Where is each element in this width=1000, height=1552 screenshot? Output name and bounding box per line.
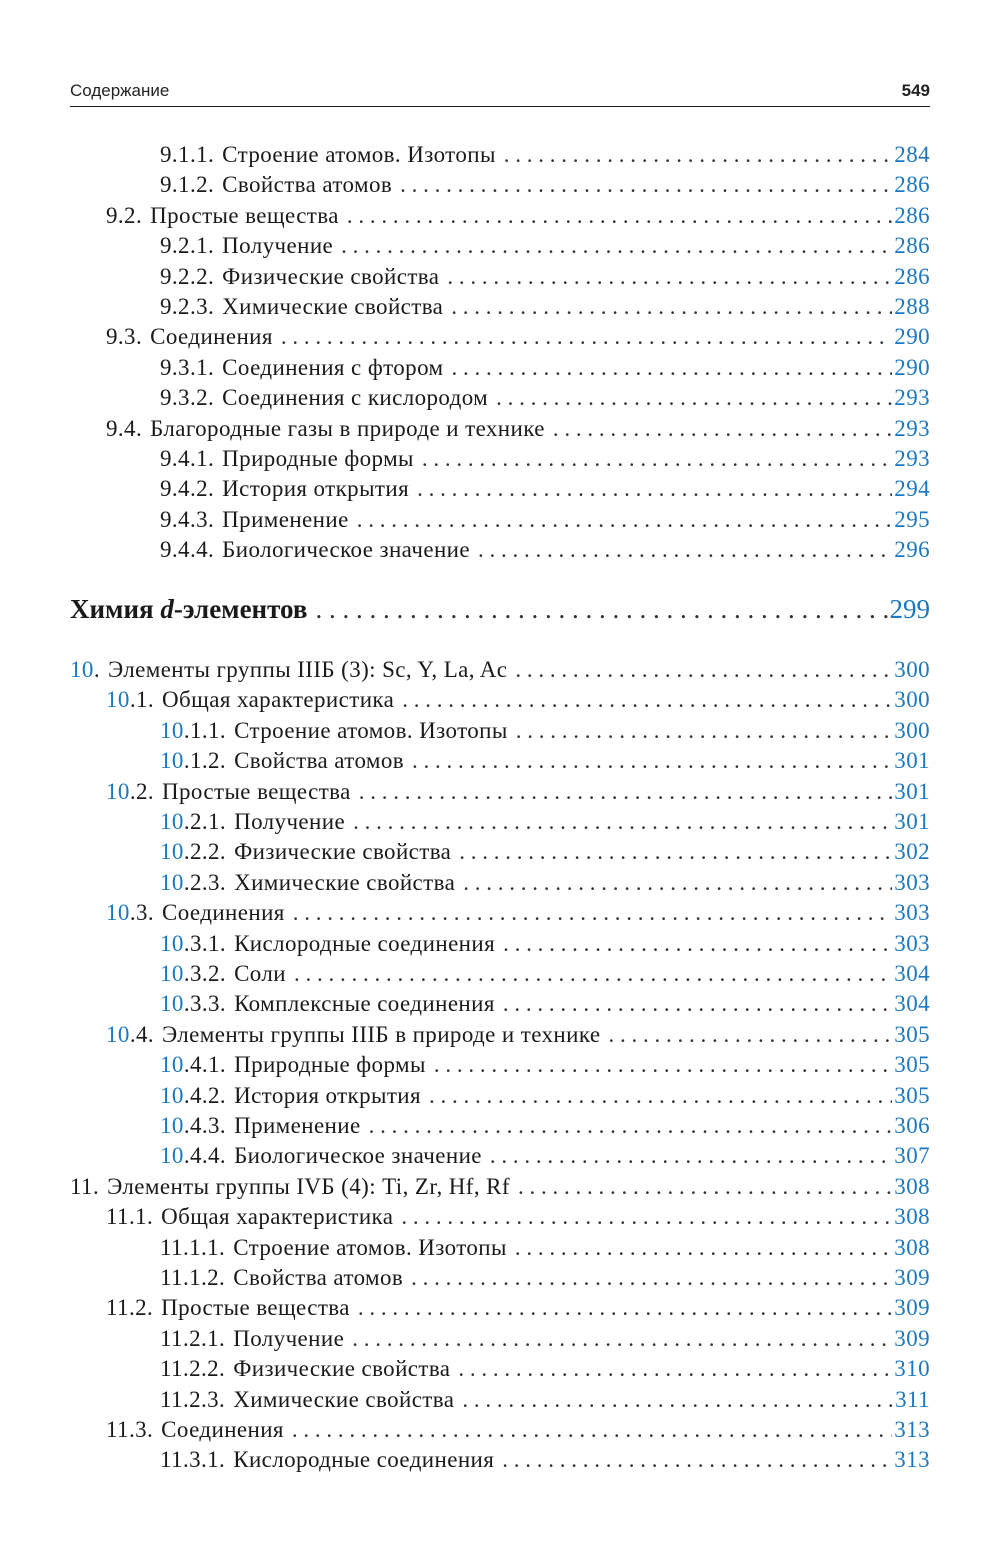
dot-leader <box>369 1111 893 1141</box>
toc-entry[interactable] <box>70 898 930 928</box>
entry-label: Биологическое значение <box>222 537 470 563</box>
entry-page-link[interactable]: 309 <box>894 1325 930 1351</box>
toc-entry[interactable] <box>70 777 930 807</box>
entry-number: 11. <box>70 1173 100 1199</box>
entry-label: Соли <box>234 961 286 986</box>
entry-number-link[interactable]: 10 <box>160 717 184 743</box>
entry-label: Получение <box>234 809 346 834</box>
entry-number: 9.3.1. <box>160 354 215 380</box>
entry-label: История открытия <box>222 476 410 502</box>
part-title: Химия d-элементов <box>70 594 308 624</box>
dot-leader <box>293 898 893 928</box>
entry-label: Биологическое значение <box>234 1143 482 1169</box>
dot-leader <box>516 716 893 746</box>
entry-page-link[interactable]: 313 <box>894 1447 930 1473</box>
dot-leader <box>347 201 892 231</box>
toc-entry[interactable] <box>70 170 930 200</box>
entry-label: Кислородные соединения <box>234 930 496 956</box>
entry-page-link[interactable]: 313 <box>894 1417 930 1442</box>
dot-leader <box>478 535 892 565</box>
toc-entry[interactable] <box>70 959 930 989</box>
entry-page-link[interactable]: 311 <box>895 1386 930 1412</box>
entry-label: История открытия <box>234 1082 421 1108</box>
entry-number: 10.4.2. <box>160 1082 227 1108</box>
entry-number: 10.2.1. <box>160 809 227 834</box>
dot-leader <box>422 444 892 474</box>
entry-number: 9.4.3. <box>160 506 215 532</box>
part-title-italic: d <box>160 594 174 624</box>
entry-page-link[interactable]: 309 <box>894 1265 930 1290</box>
toc-entry[interactable] <box>70 1324 930 1354</box>
entry-number: 11.2.3. <box>160 1386 226 1412</box>
entry-page-link[interactable]: 302 <box>894 839 930 865</box>
entry-number: 10.4.1. <box>160 1052 227 1078</box>
dot-leader <box>504 140 893 170</box>
entry-number: 10.3. <box>106 900 155 926</box>
dot-leader <box>358 1293 892 1323</box>
entry-page-link[interactable]: 300 <box>894 657 930 682</box>
dot-leader <box>503 929 892 959</box>
toc-entry[interactable] <box>70 807 930 837</box>
toc-entry[interactable] <box>70 140 930 170</box>
toc-entry[interactable] <box>70 201 930 231</box>
entry-label: Благородные газы в природе и технике <box>150 415 545 441</box>
entry-number-link[interactable]: 10 <box>160 1113 184 1138</box>
entry-page-link[interactable]: 301 <box>894 778 930 804</box>
dot-leader <box>496 383 892 413</box>
dot-leader <box>429 1081 892 1111</box>
entry-number-link[interactable]: 10 <box>106 1021 130 1047</box>
entry-page-link[interactable]: 303 <box>894 930 930 956</box>
entry-page-link[interactable]: 304 <box>894 961 930 986</box>
dot-leader <box>608 1020 892 1050</box>
entry-number: 9.3.2. <box>160 385 215 411</box>
toc-entry[interactable] <box>70 837 930 867</box>
entry-number: 11.2.2. <box>160 1356 226 1382</box>
entry-label: Строение атомов. Изотопы <box>234 717 508 743</box>
toc-entry[interactable] <box>70 1263 930 1293</box>
entry-number: 10.2. <box>106 778 155 804</box>
entry-page-link[interactable]: 293 <box>894 385 930 411</box>
entry-label: Химические свойства <box>222 294 444 319</box>
entry-page-link[interactable]: 284 <box>894 142 930 167</box>
entry-page-link[interactable]: 293 <box>894 446 930 471</box>
entry-page-link[interactable]: 300 <box>894 687 930 713</box>
entry-label: Общая характеристика <box>161 1204 394 1230</box>
entry-label: Строение атомов. Изотопы <box>233 1234 507 1260</box>
toc-entry[interactable] <box>70 444 930 474</box>
entry-number-link[interactable]: 10 <box>70 657 94 682</box>
toc-entry[interactable] <box>70 231 930 261</box>
entry-number: 9.1.1. <box>160 142 215 167</box>
entry-number-link[interactable]: 10 <box>160 869 184 895</box>
entry-number: 9.1.2. <box>160 172 215 198</box>
entry-number: 10.3.1. <box>160 930 227 956</box>
entry-number: 11.1.2. <box>160 1265 226 1290</box>
dot-leader <box>292 1415 892 1445</box>
entry-page-link[interactable]: 286 <box>894 263 930 289</box>
entry-label: Свойства атомов <box>233 1265 404 1290</box>
entry-number-link[interactable]: 10 <box>106 687 130 713</box>
toc-entry[interactable] <box>70 1141 930 1171</box>
entry-label: Получение <box>233 1325 345 1351</box>
entry-page-link[interactable]: 286 <box>894 233 930 259</box>
dot-leader <box>353 807 892 837</box>
dot-leader <box>459 837 892 867</box>
entry-label: Свойства атомов <box>222 172 393 198</box>
dot-leader <box>503 989 892 1019</box>
entry-number: 10.4.4. <box>160 1143 227 1169</box>
entry-label: Свойства атомов <box>234 748 405 774</box>
dot-leader <box>518 1172 892 1202</box>
entry-number: 10.4. <box>106 1021 155 1047</box>
entry-number: 10. <box>70 657 100 682</box>
toc-entry[interactable] <box>70 1354 930 1384</box>
entry-page-link[interactable]: 290 <box>894 324 930 350</box>
entry-label: Природные формы <box>222 446 414 471</box>
toc-entry[interactable] <box>70 383 930 413</box>
entry-label: Простые вещества <box>162 778 351 804</box>
toc-entry[interactable] <box>70 1233 930 1263</box>
entry-label: Применение <box>234 1113 361 1138</box>
entry-page-link[interactable]: 308 <box>894 1204 930 1230</box>
dot-leader <box>515 1233 892 1263</box>
entry-page-link[interactable]: 305 <box>894 1052 930 1078</box>
entry-label: Химические свойства <box>233 1386 455 1412</box>
toc-entry[interactable] <box>70 1385 930 1415</box>
entry-page-link[interactable]: 305 <box>894 1021 930 1047</box>
entry-page-link[interactable]: 286 <box>894 172 930 198</box>
dot-leader <box>359 777 893 807</box>
entry-page-link[interactable]: 286 <box>894 202 930 228</box>
entry-number: 10.1. <box>106 687 155 713</box>
entry-number-link[interactable]: 10 <box>160 809 184 834</box>
entry-label: Физические свойства <box>233 1356 451 1382</box>
entry-number-link[interactable]: 10 <box>106 900 130 926</box>
toc-entry[interactable] <box>70 1050 930 1080</box>
entry-page-link[interactable]: 306 <box>894 1113 930 1138</box>
entry-number-link[interactable]: 10 <box>160 1052 184 1078</box>
dot-leader <box>490 1141 892 1171</box>
entry-label: Получение <box>222 233 334 259</box>
entry-number-link[interactable]: 10 <box>106 778 130 804</box>
dot-leader <box>294 959 892 989</box>
entry-page-link[interactable]: 304 <box>894 991 930 1017</box>
entry-number-link[interactable]: 10 <box>160 930 184 956</box>
entry-page-link[interactable]: 307 <box>894 1143 930 1169</box>
dot-leader <box>462 1385 893 1415</box>
toc-entry[interactable] <box>70 868 930 898</box>
toc-entry[interactable] <box>70 746 930 776</box>
dot-leader <box>451 292 892 322</box>
entry-label: Химические свойства <box>234 869 456 895</box>
entry-number-link[interactable]: 10 <box>160 1143 184 1169</box>
dot-leader <box>451 353 892 383</box>
entry-label: Соединения с кислородом <box>222 385 489 411</box>
entry-page-link[interactable]: 290 <box>894 354 930 380</box>
toc-entry[interactable] <box>70 353 930 383</box>
dot-leader <box>341 231 892 261</box>
dot-leader <box>412 746 892 776</box>
dot-leader <box>434 1050 892 1080</box>
dot-leader <box>515 655 892 685</box>
entry-page-link[interactable]: 294 <box>894 476 930 502</box>
entry-number-link[interactable]: 10 <box>160 1082 184 1108</box>
entry-number: 10.1.2. <box>160 748 227 774</box>
entry-number: 9.4. <box>106 415 143 441</box>
entry-label: Соединения <box>162 900 285 926</box>
entry-number: 11.3. <box>106 1417 154 1442</box>
dot-leader <box>447 262 892 292</box>
entry-label: Природные формы <box>234 1052 426 1078</box>
toc-entry[interactable] <box>70 474 930 504</box>
running-header <box>70 76 930 107</box>
entry-number: 9.4.4. <box>160 537 215 563</box>
toc-entry[interactable] <box>70 505 930 535</box>
dot-leader <box>400 170 892 200</box>
toc-entry[interactable] <box>70 1445 930 1475</box>
dot-leader <box>402 685 892 715</box>
entry-label: Элементы группы IIIБ (3): Sc, Y, La, Ac <box>107 657 508 682</box>
entry-label: Соединения с фтором <box>222 354 444 380</box>
entry-number: 10.2.2. <box>160 839 227 865</box>
toc-entry[interactable] <box>70 929 930 959</box>
toc-entry[interactable] <box>70 414 930 444</box>
entry-label: Применение <box>222 506 349 532</box>
entry-number: 9.2. <box>106 202 143 228</box>
toc-entry[interactable] <box>70 1081 930 1111</box>
entry-label: Кислородные соединения <box>233 1447 495 1473</box>
dot-leader <box>417 474 892 504</box>
entry-page-link[interactable]: 295 <box>894 506 930 532</box>
entry-label: Соединения <box>150 324 273 350</box>
toc-entry[interactable] <box>70 685 930 715</box>
toc-entry[interactable] <box>70 716 930 746</box>
entry-number: 11.3.1. <box>160 1447 226 1473</box>
dot-leader <box>502 1445 892 1475</box>
entry-page-link[interactable]: 293 <box>894 415 930 441</box>
dot-leader <box>315 591 887 627</box>
entry-label: Физические свойства <box>222 263 440 289</box>
toc-entry[interactable] <box>70 655 930 685</box>
entry-number-link[interactable]: 10 <box>160 991 184 1017</box>
entry-page-link[interactable]: 308 <box>894 1234 930 1260</box>
entry-number: 10.2.3. <box>160 869 227 895</box>
entry-label: Элементы группы IIIБ в природе и технике <box>162 1021 601 1047</box>
entry-page-link[interactable]: 303 <box>894 900 930 926</box>
entry-label: Строение атомов. Изотопы <box>222 142 496 167</box>
entry-number: 11.1.1. <box>160 1234 226 1260</box>
dot-leader <box>411 1263 892 1293</box>
dot-leader <box>463 868 892 898</box>
entry-label: Физические свойства <box>234 839 452 865</box>
entry-number: 11.1. <box>106 1204 154 1230</box>
dot-leader <box>401 1202 892 1232</box>
toc-entry[interactable] <box>70 1415 930 1445</box>
entry-page-link[interactable]: 301 <box>894 809 930 834</box>
entry-page-link[interactable]: 310 <box>894 1356 930 1382</box>
entry-label: Простые вещества <box>150 202 339 228</box>
entry-label: Общая характеристика <box>162 687 395 713</box>
entry-page-link[interactable]: 305 <box>894 1082 930 1108</box>
header-title: Содержание <box>70 81 170 100</box>
part-page-link[interactable]: 299 <box>889 594 930 624</box>
toc-entry[interactable] <box>70 1172 930 1202</box>
toc-entry[interactable] <box>70 1293 930 1323</box>
entry-number: 9.4.2. <box>160 476 215 502</box>
entry-number: 11.2.1. <box>160 1325 226 1351</box>
dot-leader <box>352 1324 892 1354</box>
entry-label: Комплексные соединения <box>234 991 495 1017</box>
toc-entry[interactable] <box>70 262 930 292</box>
toc-entry[interactable] <box>70 989 930 1019</box>
entry-page-link[interactable]: 309 <box>894 1295 930 1321</box>
entry-page-link[interactable]: 288 <box>894 294 930 319</box>
toc-entry[interactable] <box>70 1020 930 1050</box>
header-page-number: 549 <box>901 81 930 100</box>
entry-page-link[interactable]: 308 <box>894 1173 930 1199</box>
dot-leader <box>458 1354 892 1384</box>
entry-number: 10.1.1. <box>160 717 227 743</box>
entry-number-link[interactable]: 10 <box>160 839 184 865</box>
entry-number: 10.4.3. <box>160 1113 227 1138</box>
entry-label: Простые вещества <box>161 1295 350 1321</box>
entry-number: 9.2.2. <box>160 263 215 289</box>
toc-entry[interactable] <box>70 322 930 352</box>
entry-number-link[interactable]: 10 <box>160 961 184 986</box>
entry-page-link[interactable]: 301 <box>894 748 930 774</box>
toc-entry[interactable] <box>70 535 930 565</box>
entry-page-link[interactable]: 296 <box>894 537 930 563</box>
toc-entry[interactable] <box>70 1202 930 1232</box>
dot-leader <box>281 322 892 352</box>
dot-leader <box>357 505 893 535</box>
entry-page-link[interactable]: 300 <box>894 717 930 743</box>
entry-number: 9.4.1. <box>160 446 215 471</box>
entry-number: 10.3.3. <box>160 991 227 1017</box>
toc-entry[interactable] <box>70 292 930 322</box>
entry-label: Элементы группы IVБ (4): Ti, Zr, Hf, Rf <box>107 1173 510 1199</box>
toc-part-heading[interactable] <box>70 591 930 627</box>
entry-number-link[interactable]: 10 <box>160 748 184 774</box>
entry-number: 9.2.3. <box>160 294 215 319</box>
entry-page-link[interactable]: 303 <box>894 869 930 895</box>
toc-entry[interactable] <box>70 1111 930 1141</box>
dot-leader <box>553 414 892 444</box>
entry-number: 9.2.1. <box>160 233 215 259</box>
entry-number: 9.3. <box>106 324 143 350</box>
entry-number: 11.2. <box>106 1295 154 1321</box>
entry-number: 10.3.2. <box>160 961 227 986</box>
entry-label: Соединения <box>161 1417 284 1442</box>
